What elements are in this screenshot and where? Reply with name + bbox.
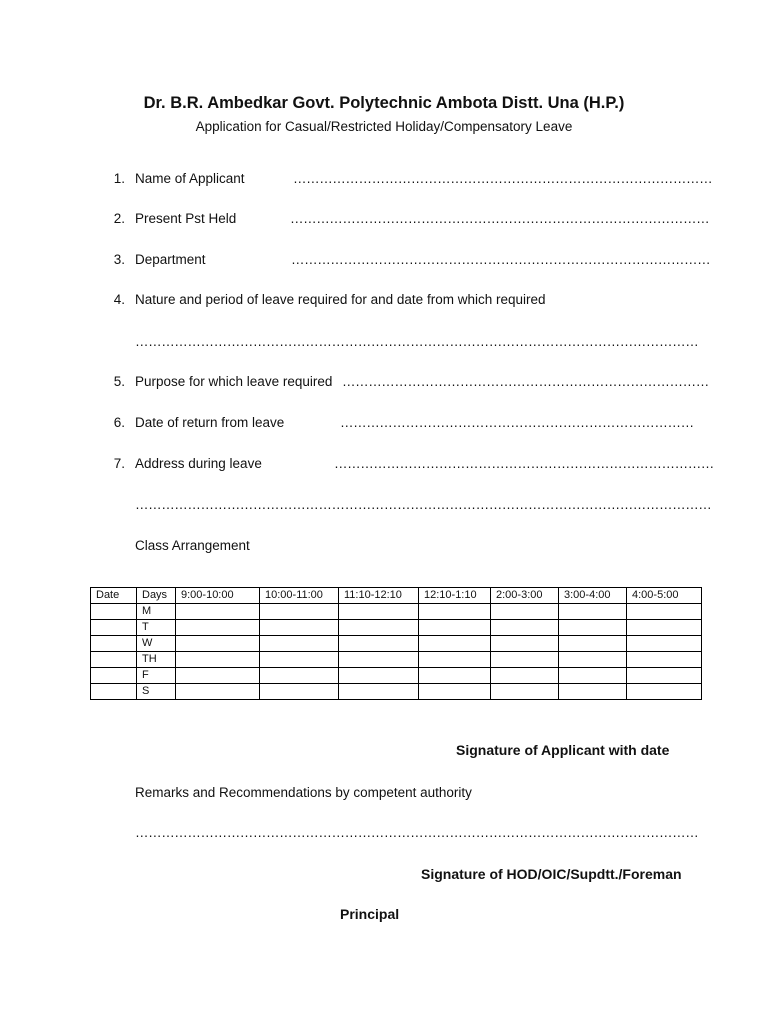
present-post-field[interactable]: ……………………………………………………………………………………: [290, 211, 710, 226]
class-arrangement-label: Class Arrangement: [135, 538, 250, 553]
table-cell[interactable]: [339, 652, 419, 668]
table-cell[interactable]: [627, 636, 702, 652]
table-cell[interactable]: [260, 636, 339, 652]
day-cell: TH: [137, 652, 176, 668]
table-row: [91, 684, 702, 700]
item-label-nature-of-leave: Nature and period of leave required for and date from which required: [135, 292, 546, 307]
header-period-1: 9:00-10:00: [176, 588, 260, 604]
table-cell[interactable]: [627, 684, 702, 700]
header-period-5: 2:00-3:00: [491, 588, 559, 604]
header-period-3: 11:10-12:10: [339, 588, 419, 604]
date-cell[interactable]: [91, 636, 137, 652]
address-field[interactable]: ……………………………………………………………………………: [334, 456, 714, 471]
table-cell[interactable]: [627, 604, 702, 620]
day-cell: S: [137, 684, 176, 700]
header-period-7: 4:00-5:00: [627, 588, 702, 604]
class-arrangement-table: [90, 587, 702, 700]
department-field[interactable]: ……………………………………………………………………………………: [291, 252, 711, 267]
item-number: 6.: [113, 415, 125, 430]
table-cell[interactable]: [260, 604, 339, 620]
table-cell[interactable]: [491, 668, 559, 684]
day-cell: W: [137, 636, 176, 652]
date-cell[interactable]: [91, 652, 137, 668]
day-cell: F: [137, 668, 176, 684]
table-cell[interactable]: [627, 668, 702, 684]
table-cell[interactable]: [419, 636, 491, 652]
table-header-row: [91, 588, 702, 604]
purpose-field[interactable]: …………………………………………………………………………: [342, 374, 709, 389]
header-days: Days: [137, 588, 176, 604]
day-cell: T: [137, 620, 176, 636]
table-cell[interactable]: [176, 684, 260, 700]
table-cell[interactable]: [339, 604, 419, 620]
principal-label: Principal: [340, 906, 400, 922]
nature-of-leave-field[interactable]: …………………………………………………………………………………………………………………: [135, 334, 699, 349]
item-label-present-post: Present Pst Held: [135, 211, 237, 226]
form-title: Dr. B.R. Ambedkar Govt. Polytechnic Ambota Distt. Una (H.P.): [143, 94, 625, 112]
item-label-purpose: Purpose for which leave required: [135, 374, 333, 389]
table-cell[interactable]: [260, 684, 339, 700]
form-subtitle: Application for Casual/Restricted Holiday/Compensatory Leave: [195, 119, 573, 134]
table-row: [91, 668, 702, 684]
remarks-field[interactable]: …………………………………………………………………………………………………………………: [135, 825, 699, 840]
table-cell[interactable]: [419, 620, 491, 636]
table-cell[interactable]: [419, 668, 491, 684]
table-row: [91, 652, 702, 668]
item-label-address: Address during leave: [135, 456, 262, 471]
item-label-name-of-applicant: Name of Applicant: [135, 171, 245, 186]
table-row: [91, 620, 702, 636]
table-cell[interactable]: [176, 652, 260, 668]
date-cell[interactable]: [91, 668, 137, 684]
table-cell[interactable]: [559, 620, 627, 636]
name-of-applicant-field[interactable]: ……………………………………………………………………………………: [293, 171, 713, 186]
table-cell[interactable]: [491, 652, 559, 668]
date-cell[interactable]: [91, 604, 137, 620]
table-cell[interactable]: [260, 652, 339, 668]
item-number: 7.: [113, 456, 125, 471]
table-cell[interactable]: [176, 668, 260, 684]
remarks-label: Remarks and Recommendations by competent authority: [135, 785, 472, 800]
item-number: 2.: [113, 211, 125, 226]
signature-applicant-label: Signature of Applicant with date: [456, 742, 670, 758]
date-cell[interactable]: [91, 684, 137, 700]
table-cell[interactable]: [419, 652, 491, 668]
table-cell[interactable]: [419, 684, 491, 700]
table-cell[interactable]: [559, 604, 627, 620]
item-number: 4.: [113, 292, 125, 307]
table-cell[interactable]: [260, 620, 339, 636]
table-cell[interactable]: [339, 620, 419, 636]
table-cell[interactable]: [559, 636, 627, 652]
item-number: 5.: [113, 374, 125, 389]
item-label-date-of-return: Date of return from leave: [135, 415, 285, 430]
item-number: 1.: [113, 171, 125, 186]
date-of-return-field[interactable]: ………………………………………………………………………: [340, 415, 694, 430]
table-cell[interactable]: [491, 620, 559, 636]
item-label-department: Department: [135, 252, 206, 267]
table-cell[interactable]: [176, 636, 260, 652]
header-period-2: 10:00-11:00: [260, 588, 339, 604]
table-cell[interactable]: [491, 684, 559, 700]
table-cell[interactable]: [559, 668, 627, 684]
table-cell[interactable]: [176, 604, 260, 620]
table-cell[interactable]: [627, 652, 702, 668]
header-period-4: 12:10-1:10: [419, 588, 491, 604]
table-cell[interactable]: [559, 684, 627, 700]
table-cell[interactable]: [559, 652, 627, 668]
item-number: 3.: [113, 252, 125, 267]
table-cell[interactable]: [491, 604, 559, 620]
header-period-6: 3:00-4:00: [559, 588, 627, 604]
table-cell[interactable]: [339, 636, 419, 652]
table-cell[interactable]: [339, 668, 419, 684]
header-date: Date: [91, 588, 137, 604]
signature-hod-label: Signature of HOD/OIC/Supdtt./Foreman: [421, 866, 682, 882]
table-cell[interactable]: [339, 684, 419, 700]
date-cell[interactable]: [91, 620, 137, 636]
table-cell[interactable]: [419, 604, 491, 620]
day-cell: M: [137, 604, 176, 620]
table-row: [91, 604, 702, 620]
table-cell[interactable]: [176, 620, 260, 636]
address-field-line-2[interactable]: ……………………………………………………………………………………………………………………: [135, 497, 712, 512]
table-cell[interactable]: [491, 636, 559, 652]
table-cell[interactable]: [627, 620, 702, 636]
table-row: [91, 636, 702, 652]
table-cell[interactable]: [260, 668, 339, 684]
